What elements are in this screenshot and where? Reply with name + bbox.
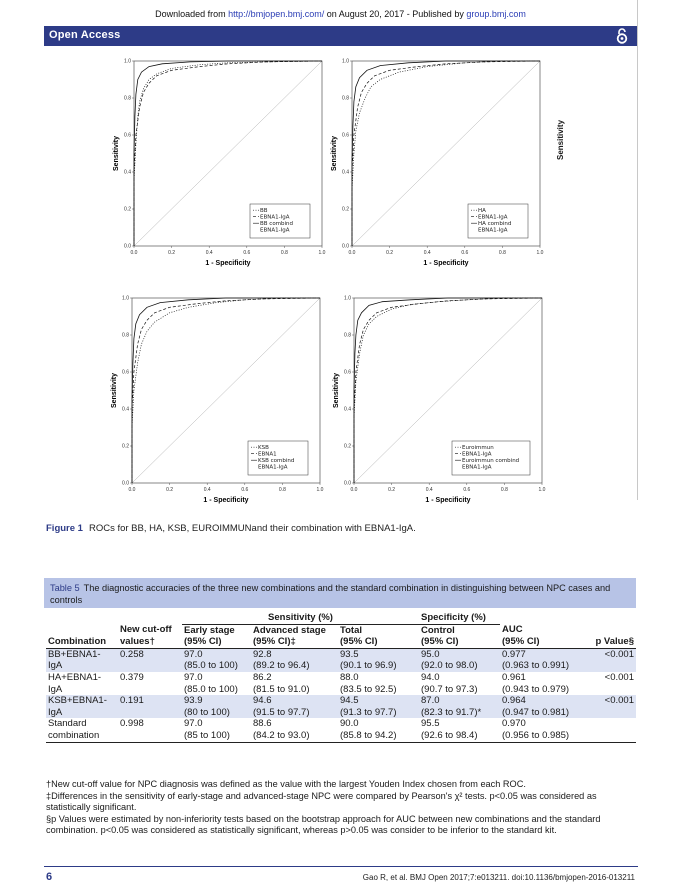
y-tick-label: 0.0 <box>342 243 349 250</box>
legend-entry: HA <box>478 208 486 214</box>
y-tick-label: 0.8 <box>124 95 131 102</box>
roc-panel-euroimmun <box>332 292 546 522</box>
footnote-pvalue: §p Values were estimated by non-inferiority tests based on the bootstrap approach for AUC between new combinations and the standard combination. p<0.05 was considered as statistically significant, whereas p>0.05 was consider to be inferior to the standard kit. <box>46 813 601 835</box>
legend-entry: BB combind <box>260 221 294 227</box>
x-tick-label: 0.8 <box>500 487 508 493</box>
y-tick-label: 0.4 <box>124 169 131 176</box>
sensitivity-group-header: Sensitivity (%) <box>182 612 419 624</box>
table-number: Table 5 <box>50 583 80 593</box>
y-tick-label: 0.2 <box>344 443 351 450</box>
y-tick-label: 1.0 <box>342 58 349 65</box>
y-tick-label: 0.4 <box>122 406 129 413</box>
y-tick-label: 0.4 <box>344 406 351 413</box>
x-tick-label: 0.2 <box>166 487 174 493</box>
download-note: Downloaded from http://bmjopen.bmj.com/ on August 20, 2017 - Published by group.bmj.com <box>155 9 526 19</box>
table-row: Standard 0.998 97.0 88.6 90.0 95.5 0.970 <box>48 718 526 730</box>
footnote-sensitivity: ‡Differences in the sensitivity of early-stage and advanced-stage NPC were compared by Pearson's χ² tests. p<0.05 was considered as statistically significant. <box>46 790 597 812</box>
col-combination: Combination <box>46 636 118 648</box>
legend-entry: EBNA1-IgA <box>462 451 492 458</box>
col-early: Early stage <box>184 624 235 636</box>
roc-chart-svg <box>110 292 324 517</box>
footnote-cutoff: †New cut-off value for NPC diagnosis was defined as the value with the largest Youden Index chosen from each ROC. <box>46 779 526 789</box>
footer-rule <box>44 866 638 867</box>
x-tick-label: 1.0 <box>318 250 326 256</box>
y-tick-label: 0.6 <box>342 132 349 139</box>
x-tick-label: 0.2 <box>168 250 176 256</box>
download-url-link[interactable]: http://bmjopen.bmj.com/ <box>228 9 325 19</box>
right-sensitivity-label: Sensitivity <box>556 119 565 160</box>
table-row: HA+EBNA1- 0.379 97.0 86.2 88.0 94.0 0.961 <0.001 <box>48 671 634 683</box>
y-tick-label: 0.0 <box>344 480 351 487</box>
x-tick-label: 1.0 <box>316 487 324 493</box>
x-axis-label: 1 - Specificity <box>423 260 469 267</box>
roc-panel-bb <box>112 55 326 285</box>
col-total: Total <box>340 624 362 636</box>
table-row-ci: IgA (80 to 100) (91.5 to 97.7) (91.3 to 97.7) (82.3 to 91.7)* (0.947 to 0.981) <box>46 707 636 719</box>
publisher-link[interactable]: group.bmj.com <box>466 9 526 19</box>
roc-panel-ksb <box>110 292 324 522</box>
y-tick-label: 0.4 <box>342 169 349 176</box>
x-tick-label: 0.0 <box>130 250 138 256</box>
y-tick-label: 0.6 <box>344 369 351 376</box>
y-tick-label: 1.0 <box>122 295 129 302</box>
y-tick-label: 0.2 <box>342 206 349 213</box>
legend-entry: EBNA1-IgA <box>478 227 508 234</box>
legend-entry: Euroimmun combind <box>462 458 520 464</box>
x-tick-label: 0.4 <box>205 250 213 256</box>
table-row-ci: IgA (85.0 to 100) (89.2 to 96.4) (90.1 to 96.9) (92.0 to 98.0) (0.963 to 0.991) <box>46 660 636 672</box>
y-axis-label: Sensitivity <box>331 135 338 172</box>
open-access-icon <box>616 28 628 47</box>
x-tick-label: 0.0 <box>348 250 356 256</box>
x-axis-label: 1 - Specificity <box>203 497 249 504</box>
x-tick-label: 0.0 <box>128 487 136 493</box>
col-auc: AUC <box>502 624 523 636</box>
table-row-ci: combination (85 to 100) (84.2 to 93.0) (85.8 to 94.2) (92.6 to 98.4) (0.956 to 0.985) <box>46 730 636 742</box>
y-tick-label: 0.8 <box>122 332 129 339</box>
y-axis-label: Sensitivity <box>111 372 118 409</box>
x-tick-label: 0.2 <box>386 250 394 256</box>
col-cutoff: New cut-off <box>120 624 172 636</box>
y-tick-label: 0.8 <box>344 332 351 339</box>
y-tick-label: 1.0 <box>344 295 351 302</box>
x-tick-label: 0.6 <box>243 250 251 256</box>
table-row-ci: IgA (85.0 to 100) (81.5 to 91.0) (83.5 to 92.5) (90.7 to 97.3) (0.943 to 0.979) <box>48 683 570 695</box>
legend-entry: EBNA1 <box>258 451 277 458</box>
roc-chart-svg <box>332 292 546 517</box>
col-p-value: p Value§ <box>584 636 636 648</box>
open-access-banner <box>44 26 638 46</box>
x-tick-label: 0.2 <box>388 487 396 493</box>
y-tick-label: 0.2 <box>122 443 129 450</box>
table-row: BB+EBNA1- 0.258 97.0 92.8 93.5 95.0 0.977 <0.001 <box>48 648 634 660</box>
col-advanced: Advanced stage <box>253 624 326 636</box>
y-tick-label: 0.0 <box>122 480 129 487</box>
x-tick-label: 0.8 <box>280 250 288 256</box>
y-tick-label: 0.6 <box>122 369 129 376</box>
legend-entry: Euroimmun <box>462 445 494 451</box>
table-title: The diagnostic accuracies of the three new combinations and the standard combination in distinguishing between NPC cases and controls <box>50 583 611 605</box>
x-tick-label: 0.6 <box>461 250 469 256</box>
legend-entry: EBNA1-IgA <box>260 227 290 234</box>
figure-caption: Figure 1 ROCs for BB, HA, KSB, EUROIMMUNand their combination with EBNA1-IgA. <box>46 523 416 534</box>
roc-chart-svg <box>330 55 544 280</box>
legend-entry: HA combind <box>478 221 512 227</box>
y-axis-label: Sensitivity <box>113 135 120 172</box>
x-tick-label: 0.4 <box>423 250 431 256</box>
page-number: 6 <box>46 871 53 883</box>
legend-entry: KSB <box>258 445 269 451</box>
x-tick-label: 0.4 <box>203 487 211 493</box>
y-tick-label: 0.0 <box>124 243 131 250</box>
x-tick-label: 1.0 <box>536 250 544 256</box>
y-axis-label: Sensitivity <box>333 372 340 409</box>
legend-entry: KSB combind <box>258 458 295 464</box>
table-footnotes <box>46 779 636 837</box>
legend-entry: BB <box>260 208 268 214</box>
y-tick-label: 0.8 <box>342 95 349 102</box>
figure-number: Figure 1 <box>46 523 83 534</box>
x-axis-label: 1 - Specificity <box>205 260 251 267</box>
citation: Gao R, et al. BMJ Open 2017;7:e013211. doi:10.1136/bmjopen-2016-013211 <box>362 873 635 882</box>
x-tick-label: 1.0 <box>538 487 546 493</box>
x-tick-label: 0.6 <box>241 487 249 493</box>
roc-chart-svg <box>112 55 326 280</box>
y-tick-label: 0.6 <box>124 132 131 139</box>
x-tick-label: 0.0 <box>350 487 358 493</box>
legend-entry: EBNA1-IgA <box>258 464 288 471</box>
banner-label: Open Access <box>49 29 121 41</box>
x-tick-label: 0.6 <box>463 487 471 493</box>
page-edge-line <box>637 0 638 500</box>
y-tick-label: 0.2 <box>124 206 131 213</box>
y-tick-label: 1.0 <box>124 58 131 65</box>
roc-panel-ha <box>330 55 544 285</box>
diagnostic-accuracy-table: Sensitivity (%) Specificity (%) New cut-off Early stage Advanced stage Total Control AUC Combination values† (95% CI) (95% CI)‡ (95% CI) (95% CI) (95% CI) p Value§ BB+EBNA1- 0.258 97.0 92.8 93.5 95.0 0.977 <0.001 IgA (85.0 to 100) (89.2 to 96.4) (90.1 to 96.9) (92.0 to 98.0) (0.963 to 0.991) HA+EBNA1- 0.379 97.0 86.2 88.0 94.0 0.961 <0.001 IgA (85.0 to 100) (81.5 to 91.0) (83.5 to 92.5) (90.7 to 97.3) (0.943 to 0.979) KSB+EBNA1- 0.191 93.9 94.6 94.5 87.0 0.964 <0.001 IgA (80 to 100) (91.5 to 97.7) (91.3 to 97.7) (82.3 to 91.7)* (0.947 to 0.981) Standard 0.998 97.0 88.6 90.0 95.5 0.970 combination (85 to 100) (84.2 to 93.0) (85.8 to 94.2) (92.6 to 98.4) (0.956 to 0.985) <box>48 612 634 741</box>
table-title-bar <box>44 578 636 608</box>
legend-entry: EBNA1-IgA <box>260 214 290 221</box>
table-row: KSB+EBNA1- 0.191 93.9 94.6 94.5 87.0 0.964 <0.001 <box>48 695 634 707</box>
col-control: Control <box>421 624 455 636</box>
legend-entry: EBNA1-IgA <box>478 214 508 221</box>
specificity-group-header: Specificity (%) <box>419 612 500 624</box>
x-tick-label: 0.4 <box>425 487 433 493</box>
x-tick-label: 0.8 <box>498 250 506 256</box>
legend-entry: EBNA1-IgA <box>462 464 492 471</box>
x-axis-label: 1 - Specificity <box>425 497 471 504</box>
x-tick-label: 0.8 <box>278 487 286 493</box>
